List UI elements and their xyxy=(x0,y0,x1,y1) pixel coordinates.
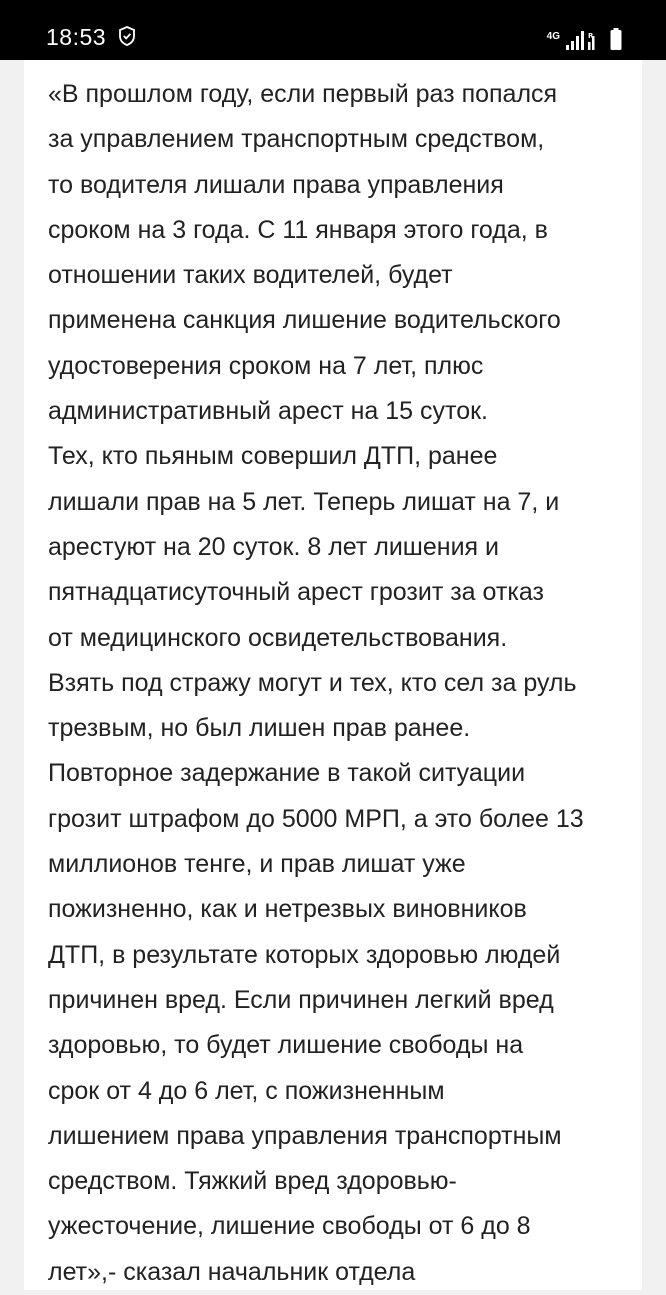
roaming-label: R xyxy=(588,32,594,40)
status-icons xyxy=(547,22,622,50)
page-background[interactable] xyxy=(0,60,666,1286)
article-card[interactable] xyxy=(24,60,642,1290)
battery-icon xyxy=(610,28,622,50)
signal-icon xyxy=(566,30,596,50)
network-type-label: 4G xyxy=(546,31,560,42)
shield-icon xyxy=(118,26,136,46)
status-bar xyxy=(0,0,666,60)
article-text: «В прошлом году, если первый раз попался за управлением транспортным средством, то водителя лишали права управления сроком на 3 года. С 11 января этого года, в отношении таких водителей, будет примененa санкция лишение водительского удостоверения сроком на 7 лет, плюс административный арест на 15 суток. Тех, кто пьяным совершил ДТП, ранее лишали прав на 5 лет. Теперь лишат на 7, и арестуют на 20 суток. 8 лет лишения и пятнадцатисуточный арест грозит за отказ от медицинского освидетельствования. Взять под стражу могут и тех, кто сел за руль трезвым, но был лишен прав ранее. Повторное задержание в такой ситуации грозит штрафом до 5000 МРП, а это более 13 миллионов тенге, и прав лишат уже пожизненно, как и нетрезвых виновников ДТП, в результате которых здоровью людей причинен вред. Если причинен легкий вред здоровью, то будет лишение свободы на срок от 4 до 6 лет, с пожизненным лишением права управления транспортным средством. Тяжкий вред здоровью- ужесточение, лишение свободы от 6 до 8 лет»,- сказал начальник отдела xyxy=(48,80,584,1286)
status-time: 18:53 xyxy=(46,24,107,50)
